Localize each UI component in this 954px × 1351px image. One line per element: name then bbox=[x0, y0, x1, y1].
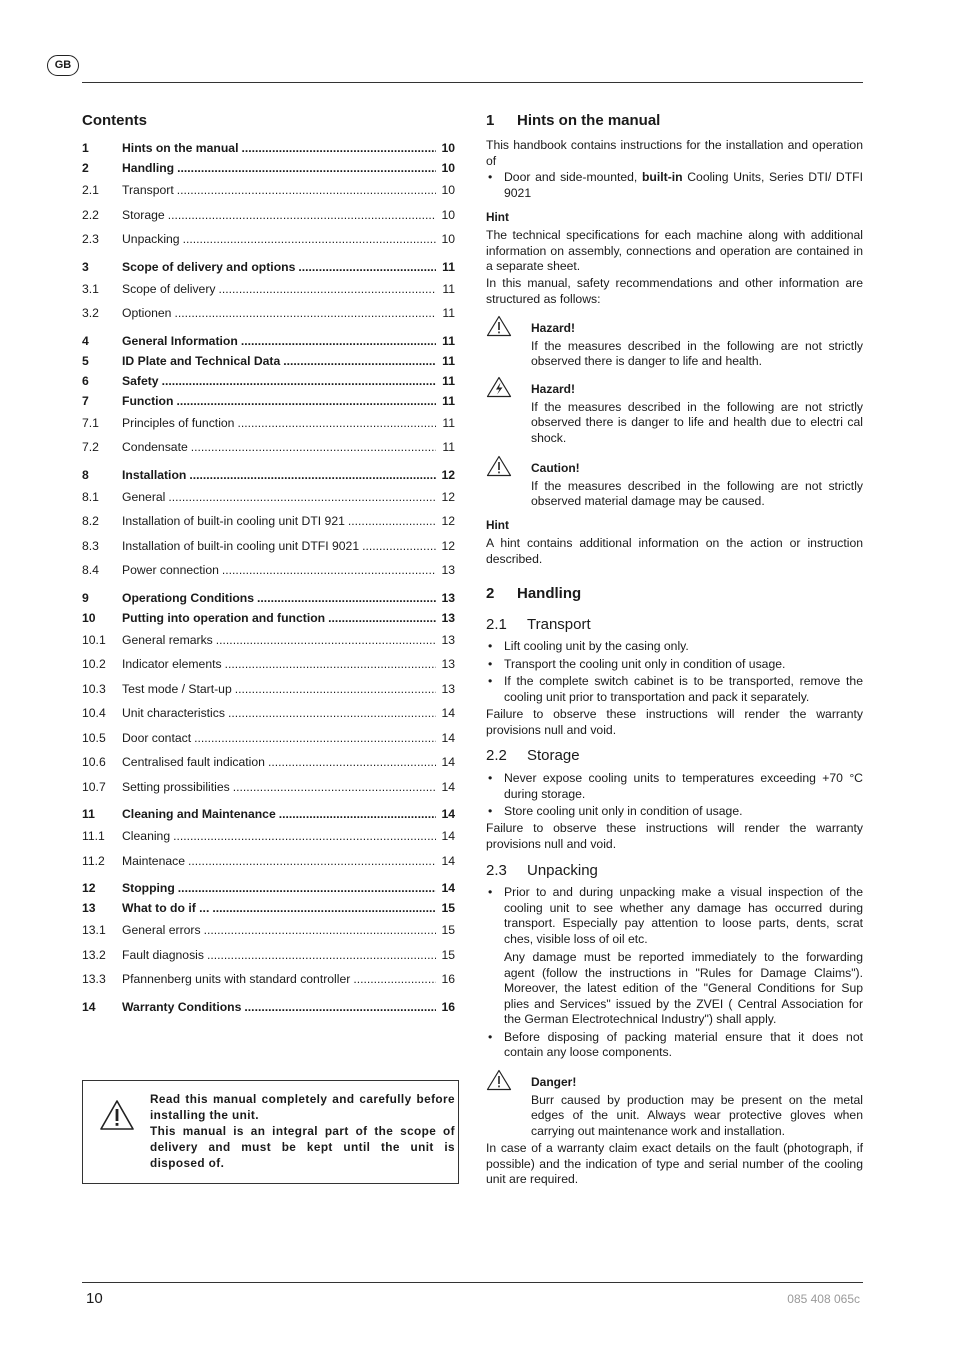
toc-entry-page: 11 bbox=[442, 440, 455, 454]
section-number: 2 bbox=[486, 585, 495, 602]
toc-leader-dots bbox=[207, 943, 436, 968]
toc-entry-title: Operationg Conditions bbox=[122, 590, 255, 605]
toc-leader-dots bbox=[176, 391, 436, 411]
toc-entry bbox=[82, 465, 455, 485]
warning-text: Burr caused by production may be present on the metal edges of the unit. Always wear protective gloves when carrying out maintenance work and installation. bbox=[531, 1092, 863, 1138]
toc-leader-dots bbox=[353, 967, 436, 992]
toc-entry bbox=[82, 677, 455, 702]
toc-leader-dots bbox=[328, 608, 436, 628]
toc-entry bbox=[82, 509, 455, 534]
toc-entry-page: 14 bbox=[441, 779, 455, 794]
toc-entry-page: 11 bbox=[442, 415, 455, 430]
toc-entry-number: 9 bbox=[82, 590, 89, 605]
toc-entry bbox=[82, 849, 455, 874]
toc-entry-title: Installation of built-in cooling unit DTI 921 bbox=[122, 514, 345, 528]
list-item: • If the complete switch cabinet is to be transported, remove the cooling unit prior to transportation and pack it separately. bbox=[486, 674, 863, 705]
toc-entry bbox=[82, 997, 455, 1017]
toc-entry-number: 4 bbox=[82, 333, 89, 348]
toc-leader-dots bbox=[233, 775, 436, 800]
page-number: 10 bbox=[86, 1290, 103, 1307]
toc-entry bbox=[82, 726, 455, 751]
hint-2-text: A hint contains additional information on the action or instruction described. bbox=[486, 536, 863, 566]
toc-entry bbox=[82, 824, 455, 849]
toc-entry-page: 10 bbox=[441, 161, 455, 175]
toc-entry-number: 13 bbox=[82, 901, 96, 915]
toc-entry-title: Cleaning and Maintenance bbox=[122, 807, 276, 821]
warning-title: Caution! bbox=[531, 461, 580, 475]
toc-entry bbox=[82, 331, 455, 351]
toc-leader-dots bbox=[257, 588, 436, 608]
section-1-intro: This handbook contains instructions for the installation and operation of bbox=[486, 138, 863, 168]
toc-entry-title: What to do if ... bbox=[122, 901, 210, 915]
warning-title: Hazard! bbox=[531, 321, 576, 335]
toc-leader-dots bbox=[177, 158, 436, 178]
toc-entry bbox=[82, 391, 455, 411]
toc-entry bbox=[82, 918, 455, 943]
toc-entry-number: 1 bbox=[82, 141, 89, 155]
header-rule bbox=[82, 82, 863, 83]
section-title: Hints on the manual bbox=[517, 112, 661, 129]
toc-entry-title: Function bbox=[122, 393, 174, 408]
toc-entry-page: 13 bbox=[441, 657, 455, 671]
toc-entry-title: Centralised fault indication bbox=[122, 755, 265, 769]
toc-entry-page: 14 bbox=[441, 730, 455, 745]
warning-text: If the measures described in the following are not strictly observed there is danger to life and health. bbox=[531, 338, 863, 368]
toc-entry-title: Installation of built-in cooling unit DTFI 9021 bbox=[122, 538, 360, 553]
toc-entry-page: 10 bbox=[441, 141, 455, 155]
toc-entry bbox=[82, 608, 455, 628]
toc-entry bbox=[82, 138, 455, 158]
toc-entry-page: 13 bbox=[441, 590, 455, 605]
toc-leader-dots bbox=[225, 652, 436, 677]
toc-leader-dots bbox=[298, 257, 436, 277]
toc-entry-title: Door contact bbox=[122, 730, 192, 745]
toc-entry-number: 8.4 bbox=[82, 563, 99, 577]
list-item-continuation: Any damage must be reported immediately to the forwarding agent (follow the instructions in "Rules for Damage Claims"). Moreover, the latest edition of the "General Conditions for Sup plies and Services" issued by the ZVEI ( Central Association for the German Electrotechnical Industry") shall apply. bbox=[504, 950, 863, 1026]
toc-entry-number: 5 bbox=[82, 353, 89, 368]
toc-leader-dots bbox=[222, 558, 436, 583]
toc-entry-number: 13.3 bbox=[82, 972, 106, 986]
toc-entry-title: Cleaning bbox=[122, 829, 171, 843]
notice-line-1: Read this manual completely and carefully before installing the unit. bbox=[150, 1092, 455, 1122]
toc-entry-page: 14 bbox=[441, 881, 455, 895]
toc-leader-dots bbox=[178, 878, 436, 898]
warning-text: If the measures described in the following are not strictly observed material damage may be caused. bbox=[531, 478, 863, 508]
toc-entry-page: 15 bbox=[441, 923, 455, 937]
hint-1-text: The technical specifications for each machine along with additional information on assembly, connections and operation are contained in a separate sheet. bbox=[486, 228, 863, 273]
toc-leader-dots bbox=[189, 465, 436, 485]
section-1-bullet bbox=[486, 170, 863, 201]
bullet-text-bold: built-in bbox=[641, 170, 683, 184]
toc-entry-title: Maintenace bbox=[122, 853, 186, 868]
toc-entry-page: 13 bbox=[441, 563, 455, 577]
list-item: • Never expose cooling units to temperatures exceeding +70 °C during storage. bbox=[486, 771, 863, 802]
toc-entry-number: 8.2 bbox=[82, 514, 99, 528]
toc-entry-title: Putting into operation and function bbox=[122, 610, 326, 625]
toc-entry-page: 15 bbox=[441, 947, 455, 962]
toc-entry-number: 10.3 bbox=[82, 681, 106, 696]
unpacking-bullets bbox=[486, 885, 863, 1061]
toc-leader-dots bbox=[191, 435, 436, 460]
notice-line-2: This manual is an integral part of the scope of delivery and must be kept until the unit is disposed of. bbox=[150, 1124, 455, 1170]
toc-entry-number: 14 bbox=[82, 999, 96, 1014]
toc-entry-title: Test mode / Start-up bbox=[122, 681, 232, 696]
toc-leader-dots bbox=[237, 411, 436, 436]
warning-title: Danger! bbox=[531, 1075, 577, 1089]
toc-entry-title: Setting prossibilities bbox=[122, 779, 230, 794]
toc-entry-title: Condensate bbox=[122, 440, 188, 454]
toc-entry-number: 10.4 bbox=[82, 706, 106, 720]
toc-leader-dots bbox=[168, 203, 436, 228]
toc-leader-dots bbox=[216, 628, 436, 653]
hint-1-text-2: In this manual, safety recommendations and other information are structured as follows: bbox=[486, 276, 863, 306]
bullet-text-pre: Door and side-mounted, bbox=[504, 170, 642, 184]
toc-entry-number: 2 bbox=[82, 161, 89, 175]
toc-entry-page: 11 bbox=[442, 353, 455, 368]
toc-leader-dots bbox=[362, 534, 436, 559]
transport-footer: Failure to observe these instructions will render the warranty provisions null and void. bbox=[486, 707, 863, 737]
toc-entry-number: 13.1 bbox=[82, 923, 106, 937]
section-2-heading bbox=[486, 585, 863, 603]
toc-entry-title: Unit characteristics bbox=[122, 706, 225, 720]
toc-entry-number: 8.3 bbox=[82, 538, 99, 553]
warning-text: If the measures described in the following are not strictly observed there is danger to life and health due to electri cal shock. bbox=[531, 399, 863, 445]
toc-leader-dots bbox=[235, 677, 436, 702]
toc-entry-title: General Information bbox=[122, 333, 238, 348]
toc-entry bbox=[82, 227, 455, 252]
hazard-warning-1 bbox=[486, 315, 863, 370]
toc-entry-page: 11 bbox=[442, 306, 455, 320]
electric-shock-icon bbox=[486, 376, 512, 398]
section-1-heading bbox=[486, 112, 863, 130]
toc-entry-title: Installation bbox=[122, 467, 187, 482]
toc-entry-page: 12 bbox=[441, 514, 455, 528]
warning-triangle-icon bbox=[486, 1069, 512, 1091]
toc-entry-page: 13 bbox=[441, 681, 455, 696]
subsection-unpacking-heading bbox=[486, 862, 863, 880]
storage-bullets bbox=[486, 771, 863, 820]
toc-entry-number: 11.2 bbox=[82, 853, 105, 868]
toc-entry bbox=[82, 558, 455, 583]
toc-entry-number: 10.6 bbox=[82, 755, 106, 769]
toc-entry-title: Stopping bbox=[122, 881, 175, 895]
toc-entry-page: 11 bbox=[442, 373, 455, 388]
toc-entry-title: Handling bbox=[122, 161, 175, 175]
toc-leader-dots bbox=[168, 485, 436, 510]
toc-entry-number: 3.2 bbox=[82, 306, 99, 320]
section-title: Handling bbox=[517, 585, 582, 602]
subsection-transport-heading bbox=[486, 616, 863, 634]
toc-entry-title: General errors bbox=[122, 923, 201, 937]
toc-entry-title: Scope of delivery bbox=[122, 281, 216, 296]
toc-entry-number: 11.1 bbox=[82, 829, 105, 843]
bullet-text-post: Cooling Units, Series DTI/ DTFI 9021 bbox=[504, 170, 863, 200]
toc-leader-dots bbox=[244, 997, 436, 1017]
toc-entry bbox=[82, 652, 455, 677]
toc-entry-page: 14 bbox=[441, 829, 455, 843]
list-item: • Transport the cooling unit only in condition of usage. bbox=[486, 657, 863, 673]
toc-entry-number: 2.1 bbox=[82, 183, 99, 197]
subsection-number: 2.2 bbox=[486, 747, 507, 764]
subsection-title: Unpacking bbox=[527, 862, 598, 879]
toc-entry-page: 10 bbox=[441, 207, 455, 222]
toc-entry bbox=[82, 967, 455, 992]
warning-triangle-icon bbox=[486, 455, 512, 477]
subsection-title: Storage bbox=[527, 747, 580, 764]
toc-entry-title: Power connection bbox=[122, 563, 219, 577]
toc-entry-number: 3 bbox=[82, 259, 89, 274]
toc-entry bbox=[82, 943, 455, 968]
toc-entry-number: 10 bbox=[82, 610, 96, 625]
caution-warning bbox=[486, 455, 863, 510]
toc-entry bbox=[82, 277, 455, 302]
toc-entry-title: Scope of delivery and options bbox=[122, 259, 296, 274]
toc-entry-title: Indicator elements bbox=[122, 657, 222, 671]
section-number: 1 bbox=[486, 112, 495, 129]
toc-entry-page: 14 bbox=[441, 853, 455, 868]
toc-entry-title: Unpacking bbox=[122, 232, 180, 246]
toc-entry-number: 2.3 bbox=[82, 232, 99, 246]
toc-entry-number: 10.2 bbox=[82, 657, 106, 671]
toc-leader-dots bbox=[174, 301, 436, 326]
toc-entry-title: Principles of function bbox=[122, 415, 235, 430]
toc-entry bbox=[82, 257, 455, 277]
toc-entry-page: 13 bbox=[441, 610, 455, 625]
document-code: 085 408 065c bbox=[787, 1292, 860, 1306]
toc-entry-title: Transport bbox=[122, 183, 174, 197]
toc-entry-number: 12 bbox=[82, 881, 96, 895]
toc-entry-title: General bbox=[122, 489, 166, 504]
toc-entry-title: Hints on the manual bbox=[122, 141, 239, 155]
toc-entry bbox=[82, 628, 455, 653]
toc-leader-dots bbox=[219, 277, 437, 302]
toc-entry-page: 12 bbox=[441, 538, 455, 553]
toc-entry-page: 12 bbox=[441, 467, 455, 482]
warning-triangle-icon bbox=[99, 1099, 135, 1131]
toc-leader-dots bbox=[283, 351, 436, 371]
toc-entry bbox=[82, 371, 455, 391]
toc-entry-title: Warranty Conditions bbox=[122, 999, 242, 1014]
unpacking-closing: In case of a warranty claim exact details on the fault (photograph, if possible) and the indication of type and serial number of the cooling unit are required. bbox=[486, 1141, 863, 1186]
table-of-contents bbox=[82, 138, 455, 1017]
toc-leader-dots bbox=[241, 331, 436, 351]
toc-leader-dots bbox=[279, 804, 436, 824]
danger-warning bbox=[486, 1069, 863, 1139]
toc-leader-dots bbox=[228, 701, 436, 726]
toc-entry-number: 2.2 bbox=[82, 207, 99, 222]
toc-entry bbox=[82, 411, 455, 436]
subsection-storage-heading bbox=[486, 747, 863, 765]
transport-bullets bbox=[486, 639, 863, 705]
toc-entry-page: 11 bbox=[442, 281, 455, 296]
toc-entry bbox=[82, 158, 455, 178]
toc-entry bbox=[82, 588, 455, 608]
toc-leader-dots bbox=[188, 849, 436, 874]
toc-entry-number: 7.1 bbox=[82, 415, 99, 430]
toc-entry bbox=[82, 301, 455, 326]
subsection-number: 2.3 bbox=[486, 862, 507, 879]
toc-entry-page: 16 bbox=[441, 999, 455, 1014]
toc-entry-number: 8.1 bbox=[82, 489, 99, 504]
read-manual-notice bbox=[82, 1080, 459, 1184]
toc-entry bbox=[82, 804, 455, 824]
toc-entry-number: 8 bbox=[82, 467, 89, 482]
toc-entry-title: Safety bbox=[122, 373, 159, 388]
toc-entry bbox=[82, 178, 455, 203]
toc-entry-title: Optionen bbox=[122, 306, 172, 320]
toc-entry bbox=[82, 534, 455, 559]
toc-entry-number: 11 bbox=[82, 807, 95, 821]
country-badge: GB bbox=[47, 55, 79, 76]
list-item: • Lift cooling unit by the casing only. bbox=[486, 639, 863, 655]
toc-entry-page: 14 bbox=[441, 755, 455, 769]
toc-entry-page: 13 bbox=[441, 632, 455, 647]
toc-entry-page: 11 bbox=[442, 333, 455, 348]
toc-leader-dots bbox=[212, 898, 436, 918]
toc-entry-page: 16 bbox=[441, 972, 455, 986]
toc-entry-page: 11 bbox=[442, 259, 455, 274]
toc-entry-number: 6 bbox=[82, 373, 89, 388]
warning-title: Hazard! bbox=[531, 382, 576, 396]
toc-entry-title: Fault diagnosis bbox=[122, 947, 204, 962]
subsection-number: 2.1 bbox=[486, 616, 507, 633]
toc-entry bbox=[82, 435, 455, 460]
toc-entry bbox=[82, 351, 455, 371]
storage-footer: Failure to observe these instructions will render the warranty provisions null and void. bbox=[486, 821, 863, 851]
hint-2-label: Hint bbox=[486, 518, 509, 532]
toc-entry bbox=[82, 485, 455, 510]
list-item: • Before disposing of packing material ensure that it does not contain any loose components. bbox=[486, 1030, 863, 1061]
list-item: • Prior to and during unpacking make a visual inspection of the cooling unit to see whether any damage has occurred during transport. Especially pay attention to loose parts, dents, scrat ches, visible loss of oil etc. bbox=[486, 885, 863, 947]
hint-1-label: Hint bbox=[486, 210, 509, 224]
toc-entry-number: 3.1 bbox=[82, 281, 99, 296]
toc-entry-number: 10.1 bbox=[82, 632, 106, 647]
toc-entry-number: 7.2 bbox=[82, 440, 99, 454]
toc-entry-title: ID Plate and Technical Data bbox=[122, 353, 281, 368]
toc-leader-dots bbox=[241, 138, 436, 158]
toc-entry bbox=[82, 701, 455, 726]
list-item: • Store cooling unit only in condition of usage. bbox=[486, 804, 863, 820]
toc-entry-number: 10.5 bbox=[82, 730, 106, 745]
toc-entry bbox=[82, 750, 455, 775]
toc-entry-number: 10.7 bbox=[82, 779, 106, 794]
toc-entry-title: Storage bbox=[122, 207, 165, 222]
contents-title: Contents bbox=[82, 112, 147, 129]
toc-leader-dots bbox=[162, 371, 436, 391]
toc-entry-number: 13.2 bbox=[82, 947, 106, 962]
toc-entry-title: General remarks bbox=[122, 632, 213, 647]
toc-entry bbox=[82, 775, 455, 800]
toc-entry bbox=[82, 898, 455, 918]
electrical-hazard-warning bbox=[486, 376, 863, 446]
toc-leader-dots bbox=[348, 509, 436, 534]
toc-leader-dots bbox=[268, 750, 436, 775]
footer-rule bbox=[82, 1282, 863, 1283]
toc-entry-page: 14 bbox=[441, 706, 455, 720]
toc-entry bbox=[82, 203, 455, 228]
toc-entry-page: 14 bbox=[441, 807, 455, 821]
toc-entry-page: 11 bbox=[442, 393, 455, 408]
subsection-title: Transport bbox=[527, 616, 591, 633]
toc-entry bbox=[82, 878, 455, 898]
toc-entry-page: 10 bbox=[441, 232, 455, 246]
toc-leader-dots bbox=[194, 726, 436, 751]
toc-entry-number: 7 bbox=[82, 393, 89, 408]
toc-entry-title: Pfannenberg units with standard controller bbox=[122, 972, 351, 986]
toc-leader-dots bbox=[204, 918, 436, 943]
warning-triangle-icon bbox=[486, 315, 512, 337]
toc-entry-page: 12 bbox=[441, 489, 455, 504]
toc-entry-page: 15 bbox=[441, 901, 455, 915]
toc-leader-dots bbox=[173, 824, 436, 849]
toc-leader-dots bbox=[183, 227, 436, 252]
toc-entry-page: 10 bbox=[441, 183, 455, 197]
toc-leader-dots bbox=[177, 178, 436, 203]
